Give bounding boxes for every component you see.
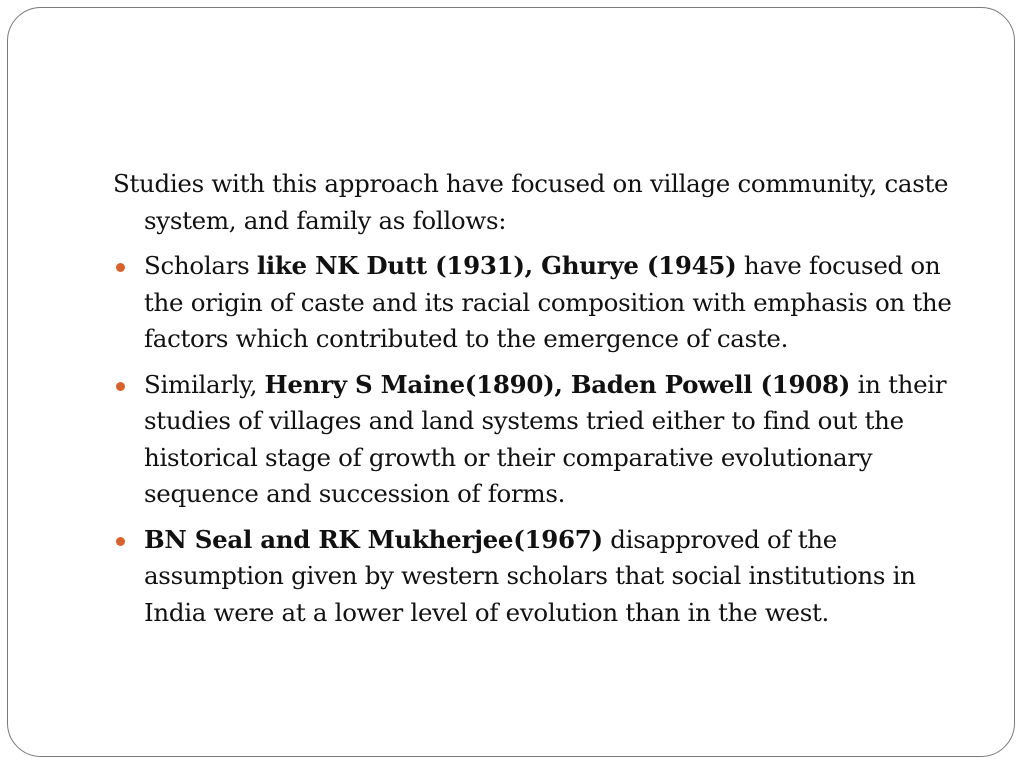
bullet-text-bold: Henry S Maine(1890), Baden Powell (1908)	[264, 369, 851, 399]
bullet-text-pre: Similarly,	[144, 369, 265, 399]
bullet-text-bold: BN Seal and RK Mukherjee(1967)	[144, 524, 603, 554]
bullet-text-post: have focused on the origin of caste and its racial composition with emphasis on the factors which contributed to the emergence of caste.	[144, 251, 952, 353]
bullet-item-2	[113, 367, 963, 513]
bullet-text-bold: like NK Dutt (1931), Ghurye (1945)	[256, 251, 737, 280]
slide-content	[113, 166, 963, 631]
intro-paragraph: Studies with this approach have focused on village community, caste system, and family as follows:	[113, 169, 949, 235]
bullet-text-pre: Scholars	[144, 251, 257, 280]
bullet-dot-icon	[116, 537, 125, 546]
bullet-dot-icon	[116, 382, 125, 391]
bullet-item-1	[113, 248, 963, 358]
bullet-text-post: disapproved of the assumption given by western scholars that social institutions in India were at a lower level of evolution than in the west.	[144, 524, 916, 627]
bullet-dot-icon	[116, 263, 125, 272]
bullet-item-3	[113, 522, 963, 632]
bullet-text-post: in their studies of villages and land systems tried either to find out the historical stage of growth or their comparative evolutionary sequence and succession of forms.	[144, 369, 947, 508]
